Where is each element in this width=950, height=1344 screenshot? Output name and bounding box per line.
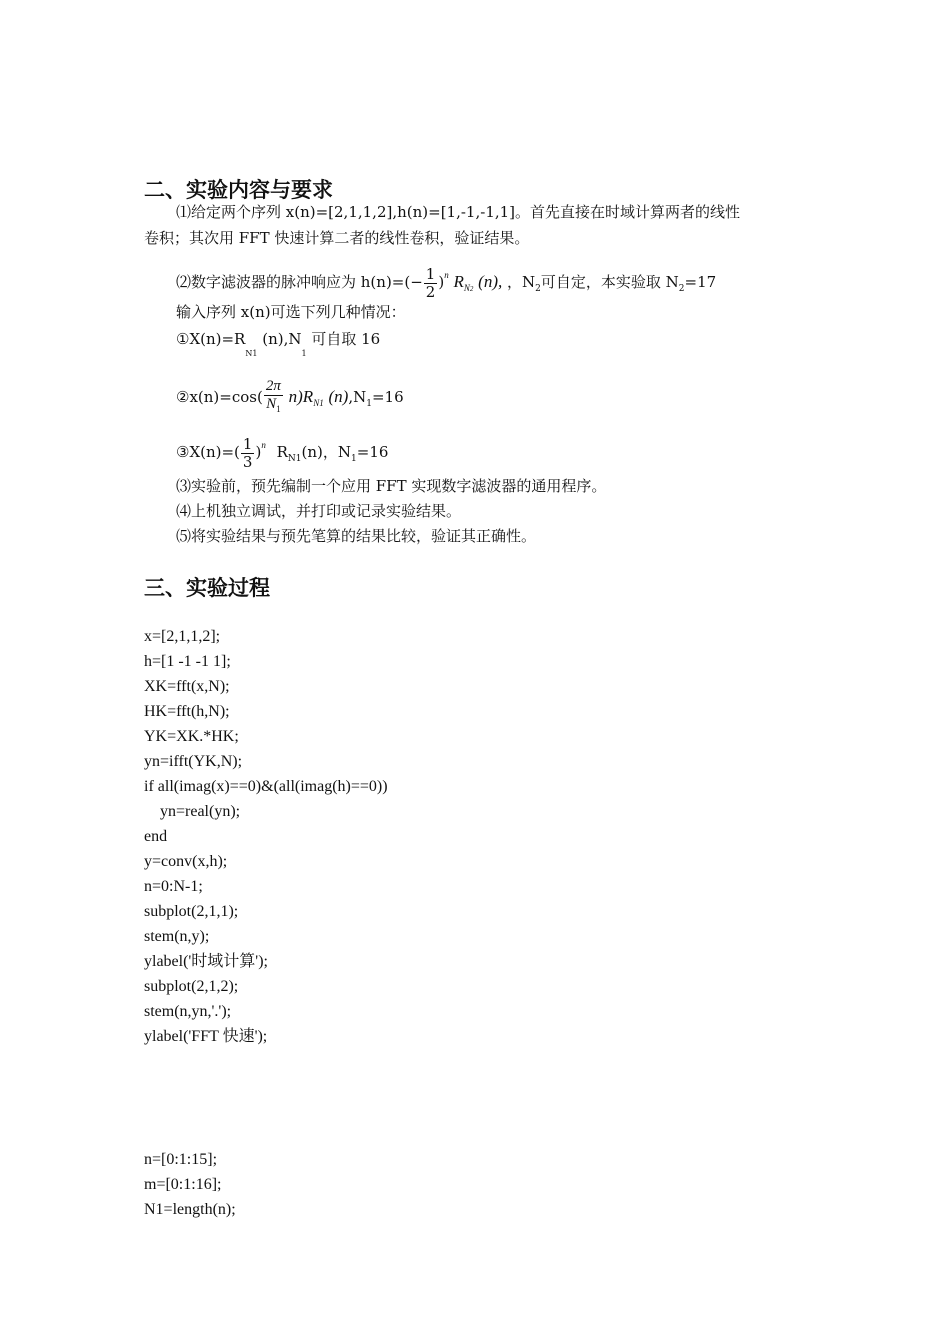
fraction-denominator: 2 (425, 282, 436, 301)
code-line: m=[0:1:16]; (144, 1176, 222, 1193)
code-line: n=[0:1:15]; (144, 1151, 218, 1168)
case-2: ②x(n)=cos( $\frac{2\pi}{N_1}$ $n)R_{N1}$ $(n),N_1=16$ (176, 376, 404, 425)
rect-argument: (n), (478, 272, 503, 291)
code-line: ylabel('FFT 快速'); (144, 1028, 268, 1045)
code-line: ylabel('时域计算'); (144, 953, 268, 970)
section-heading-process: 三、实验过程 (144, 576, 270, 600)
exponent: n (444, 270, 449, 280)
n2-value: =17 (684, 273, 717, 291)
fraction-numerator: 1 (425, 264, 436, 283)
requirement-4: ⑷上机独立调试，并打印或记录实验结果。 (176, 502, 462, 520)
code-line: N1=length(n); (144, 1201, 236, 1218)
requirement-2: ⑵数字滤波器的脉冲响应为 h(n)=(− $\frac{1}{2}$ )$^n$ $R_{N2}$ (n), ，$N_2$可自定，本实验取 $N_2=17$ (176, 264, 717, 301)
rect-subscript: N2 (463, 283, 474, 293)
code-line: HK=fft(h,N); (144, 703, 230, 720)
input-intro: 输入序列 x(n)可选下列几种情况： (176, 303, 406, 321)
fraction-two-pi-over-n1: $\frac{2\pi}{N_1}$ (265, 378, 281, 414)
code-line: yn=real(yn); (144, 803, 241, 820)
requirement-1-line-1: ⑴给定两个序列 x(n)=[2,1,1,2],h(n)=[1,-1,-1,1]。首先直接在时域计算两者的线性 (176, 203, 741, 221)
requirement-5: ⑸将实验结果与预先笔算的结果比较，验证其正确性。 (176, 527, 537, 545)
code-line: stem(n,y); (144, 928, 210, 945)
section-heading-content: 二、实验内容与要求 (144, 178, 333, 202)
code-line: YK=XK.*HK; (144, 728, 239, 745)
rect-function-symbol: R (453, 272, 464, 291)
code-line: h=[1 -1 -1 1]; (144, 653, 231, 670)
code-line: x=[2,1,1,2]; (144, 628, 221, 645)
code-line: yn=ifft(YK,N); (144, 753, 243, 770)
code-block-2 (144, 1147, 236, 1222)
code-line: XK=fft(x,N); (144, 678, 230, 695)
requirement-3: ⑶实验前，预先编制一个应用 FFT 实现数字滤波器的通用程序。 (176, 477, 607, 495)
requirement-1-line-2: 卷积；其次用 FFT 快速计算二者的线性卷积，验证结果。 (144, 229, 530, 247)
fraction-one-third: $\frac{1}{3}$ (242, 434, 253, 471)
requirement-2-prefix: ⑵数字滤波器的脉冲响应为 h(n)=(− (176, 273, 423, 291)
fraction-one-half (424, 266, 438, 301)
case-3: ③X(n)=( $\frac{1}{3}$ )$^n$ $R_{N1}(n)$，$N_1=16$ (176, 434, 389, 471)
code-line: if all(imag(x)==0)&(all(imag(h)==0)) (144, 778, 388, 795)
case-1: $①X(n)=R_{N1}$ $(n),N_1$ 可自取 16 (176, 330, 381, 358)
code-line: n=0:N-1; (144, 878, 203, 895)
n2-text: 可自定，本实验取 N (540, 273, 679, 291)
code-line: subplot(2,1,2); (144, 978, 239, 995)
code-line: subplot(2,1,1); (144, 903, 239, 920)
code-line: y=conv(x,h); (144, 853, 228, 870)
code-line: stem(n,yn,'.'); (144, 1003, 232, 1020)
n2-label: ，N (502, 273, 536, 291)
code-block-1 (144, 624, 388, 1049)
code-line: end (144, 828, 168, 845)
